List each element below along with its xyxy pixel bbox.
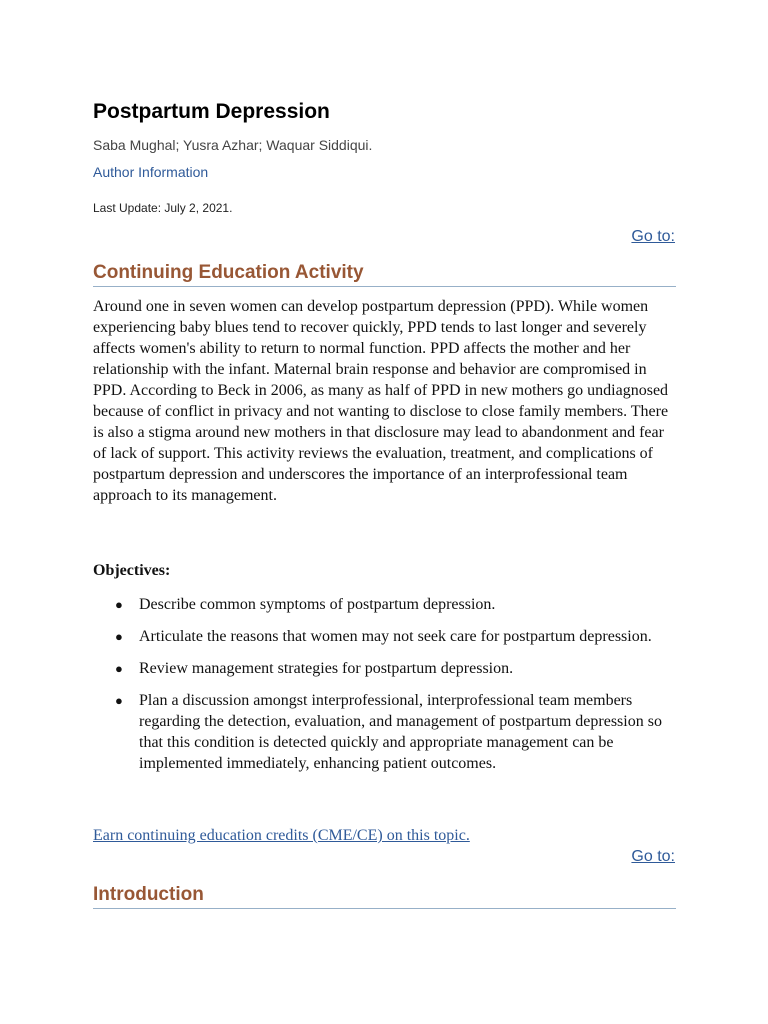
author-list: Saba Mughal; Yusra Azhar; Waquar Siddiqui. [93,137,373,153]
goto-link-top[interactable]: Go to: [631,228,675,245]
objective-text: Review management strategies for postpartum depression. [139,660,514,677]
continuing-education-paragraph: Around one in seven women can develop postpartum depression (PPD). While women experiencing baby blues tend to recover quickly, PPD tends to last longer and severely affects women's ability to return to normal function. PPD affects the mother and her relationship with the infant. Maternal brain response and behavior are compromised in PPD. According to Beck in 2006, as many as half of PPD in new mothers go undiagnosed because of conflict in privacy and not wanting to disclose to close family members. There is also a stigma around new mothers in that disclosure may lead to abandonment and fear of lack of support. This activity reviews the evaluation, treatment, and complications of postpartum depression and underscores the importance of an interprofessional team approach to its management. [93,298,669,504]
objective-text: Describe common symptoms of postpartum depression. [139,596,496,613]
bullet-icon: ● [115,597,123,612]
section-heading-introduction: Introduction [93,884,676,909]
cme-credits-link[interactable]: Earn continuing education credits (CME/CE) on this topic. [93,827,470,844]
last-update-date: Last Update: July 2, 2021. [93,201,233,215]
section-heading-continuing-education: Continuing Education Activity [93,262,676,287]
objective-text: Plan a discussion amongst interprofessional, interprofessional team members regarding the detection, evaluation, and management of postpartum depression so that this condition is detected quickly and appropriate management can be implemented immediately, enhancing patient outcomes. [139,692,662,772]
goto-link-bottom[interactable]: Go to: [631,848,675,865]
bullet-icon: ● [115,629,123,644]
objectives-label: Objectives: [93,562,171,579]
objective-text: Articulate the reasons that women may not seek care for postpartum depression. [139,628,652,645]
article-title: Postpartum Depression [93,100,330,123]
bullet-icon: ● [115,661,123,676]
list-item [93,690,678,774]
list-item [93,594,678,615]
author-information-link[interactable]: Author Information [93,164,209,180]
bullet-icon: ● [115,693,123,708]
list-item [93,626,678,647]
objectives-list [93,594,678,785]
list-item [93,658,678,679]
